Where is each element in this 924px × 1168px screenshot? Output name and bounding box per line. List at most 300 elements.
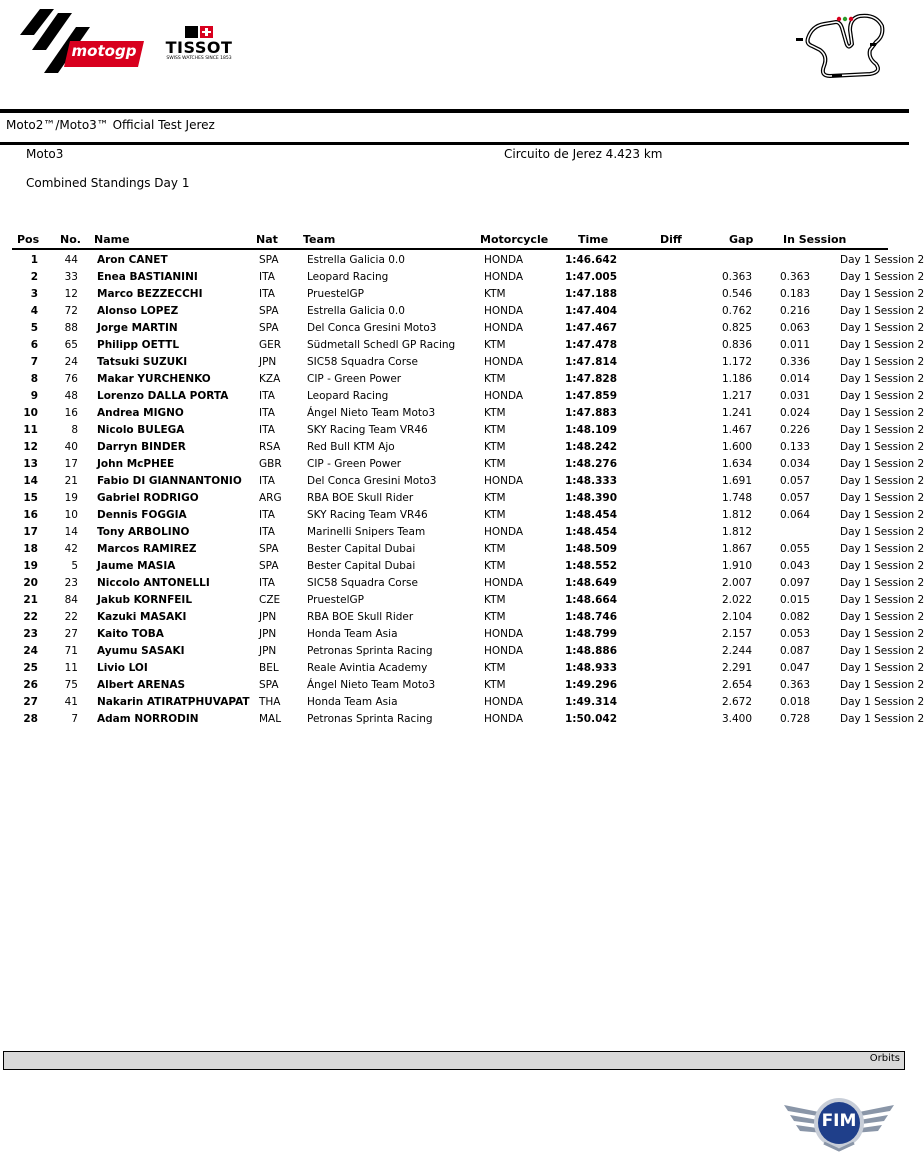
nationality-cell: ITA [259,508,275,521]
spacer-cell [810,489,840,506]
rider-name-cell: Lorenzo DALLA PORTA [97,389,229,402]
number-cell: 11 [64,661,78,674]
team-cell: Petronas Sprinta Racing [307,644,433,657]
table-row [0,710,890,727]
tissot-wordmark: TISSOT [165,38,233,57]
nationality-cell: BEL [259,661,279,674]
col-header-in-session: In Session [783,233,847,246]
motorcycle-cell: KTM [484,610,506,623]
lap-time-cell: 1:47.478 [565,338,618,351]
spacer-cell [78,336,97,353]
number-cell: 42 [64,542,78,555]
gap-cell: 0.226 [779,423,810,436]
position-cell: 14 [23,474,38,487]
team-cell: Reale Avintia Academy [307,661,428,674]
spacer-cell [810,319,840,336]
table-row [0,557,890,574]
spacer-cell [78,268,97,285]
table-row [0,489,890,506]
spacer-cell [78,591,97,608]
number-cell: 8 [71,423,78,436]
lap-time-cell: 1:48.746 [565,610,618,623]
rider-name-cell: Jaume MASIA [97,559,176,572]
position-cell: 2 [30,270,38,283]
table-row [0,353,890,370]
session-cell: Day 1 Session 2 [840,338,924,351]
col-header-name: Name [94,233,130,246]
gap-cell: 0.064 [779,508,810,521]
diff-cell: 1.910 [721,559,752,572]
gap-cell: 0.057 [779,474,810,487]
spacer-cell [78,472,97,489]
number-cell: 14 [64,525,78,538]
spacer-cell [810,523,840,540]
spacer-cell [810,421,840,438]
position-cell: 1 [30,253,38,266]
motorcycle-cell: HONDA [484,270,524,283]
number-cell: 19 [64,491,78,504]
gap-cell [752,523,810,540]
team-cell: Leopard Racing [307,389,389,402]
gap-cell: 0.363 [779,270,810,283]
session-cell: Day 1 Session 2 [840,593,924,606]
col-header-gap: Gap [729,233,754,246]
spacer-cell [78,710,97,727]
nationality-cell: SPA [259,678,279,691]
diff-cell: 2.104 [721,610,752,623]
spacer-cell [810,251,840,268]
spacer-cell [78,676,97,693]
spacer-cell [78,404,97,421]
lap-time-cell: 1:46.642 [565,253,618,266]
team-cell: CIP - Green Power [307,457,402,470]
position-cell: 15 [23,491,38,504]
lap-time-cell: 1:48.454 [565,508,618,521]
col-header-time: Time [578,233,609,246]
diff-cell: 2.654 [721,678,752,691]
spacer-cell [810,591,840,608]
spacer-cell [78,251,97,268]
position-cell: 19 [23,559,38,572]
spacer-cell [810,268,840,285]
position-cell: 5 [30,321,38,334]
rider-name-cell: Albert ARENAS [97,678,186,691]
nationality-cell: SPA [259,304,279,317]
number-cell: 7 [71,712,78,725]
table-row [0,693,890,710]
table-row [0,676,890,693]
motorcycle-cell: HONDA [484,389,524,402]
nationality-cell: ITA [259,474,275,487]
spacer-cell [78,659,97,676]
motorcycle-cell: KTM [484,372,506,385]
table-row [0,625,890,642]
rider-name-cell: Enea BASTIANINI [97,270,198,283]
session-cell: Day 1 Session 2 [840,372,924,385]
gap-cell: 0.034 [779,457,810,470]
tissot-t-mark [185,26,198,38]
motogp-logo-text: motogp [71,42,137,60]
spacer-cell [810,387,840,404]
circuit-label: Circuito de Jerez 4.423 km [504,147,663,161]
spacer-cell [810,676,840,693]
spacer-cell [810,710,840,727]
lap-time-cell: 1:48.552 [565,559,618,572]
motorcycle-cell: HONDA [484,304,524,317]
motorcycle-cell: KTM [484,678,506,691]
rider-name-cell: Makar YURCHENKO [97,372,211,385]
col-header-team: Team [303,233,336,246]
lap-time-cell: 1:47.005 [565,270,618,283]
lap-time-cell: 1:48.276 [565,457,618,470]
session-cell: Day 1 Session 2 [840,389,924,402]
position-cell: 12 [23,440,38,453]
lap-time-cell: 1:47.828 [565,372,618,385]
motorcycle-cell: KTM [484,338,506,351]
spacer-cell [78,608,97,625]
team-cell: Ángel Nieto Team Moto3 [307,406,436,419]
spacer-cell [810,625,840,642]
table-row [0,251,890,268]
position-cell: 18 [23,542,38,555]
motogp-logo [14,5,146,77]
position-cell: 26 [23,678,38,691]
motorcycle-cell: KTM [484,457,506,470]
gap-cell: 0.363 [779,678,810,691]
session-cell: Day 1 Session 2 [840,661,924,674]
session-cell: Day 1 Session 2 [840,678,924,691]
table-row [0,387,890,404]
position-cell: 4 [30,304,38,317]
diff-cell: 0.363 [721,270,752,283]
table-row [0,506,890,523]
diff-cell: 2.672 [721,695,752,708]
lap-time-cell: 1:48.886 [565,644,618,657]
team-cell: SIC58 Squadra Corse [307,355,418,368]
col-header-no: No. [60,233,81,246]
rider-name-cell: Adam NORRODIN [97,712,199,725]
nationality-cell: ARG [259,491,282,504]
position-cell: 17 [23,525,38,538]
lap-time-cell: 1:48.109 [565,423,618,436]
diff-cell: 1.634 [721,457,752,470]
number-cell: 16 [64,406,78,419]
session-cell: Day 1 Session 2 [840,440,924,453]
category-label: Moto3 [26,147,64,161]
diff-cell [659,251,752,268]
spacer-cell [78,642,97,659]
circuit-map-icon [790,8,888,80]
nationality-cell: ITA [259,270,275,283]
gap-cell: 0.031 [779,389,810,402]
results-table [0,251,924,727]
nationality-cell: SPA [259,559,279,572]
session-cell: Day 1 Session 2 [840,491,924,504]
spacer-cell [78,302,97,319]
lap-time-cell: 1:47.883 [565,406,618,419]
table-row [0,421,890,438]
rider-name-cell: Marco BEZZECCHI [97,287,203,300]
table-row [0,540,890,557]
motorcycle-cell: KTM [484,440,506,453]
position-cell: 27 [23,695,38,708]
gap-cell: 0.043 [779,559,810,572]
nationality-cell: ITA [259,389,275,402]
position-cell: 23 [23,627,38,640]
number-cell: 10 [64,508,78,521]
spacer-cell [810,659,840,676]
spacer-cell [78,540,97,557]
session-cell: Day 1 Session 2 [840,576,924,589]
spacer-cell [810,404,840,421]
spacer-cell [78,574,97,591]
gap-cell: 0.216 [779,304,810,317]
gap-cell: 0.015 [779,593,810,606]
diff-cell: 0.546 [721,287,752,300]
lap-time-cell: 1:48.664 [565,593,618,606]
number-cell: 27 [64,627,78,640]
gap-cell: 0.183 [779,287,810,300]
nationality-cell: THA [259,695,281,708]
session-cell: Day 1 Session 2 [840,695,924,708]
rider-name-cell: Jakub KORNFEIL [97,593,193,606]
lap-time-cell: 1:48.649 [565,576,618,589]
position-cell: 28 [23,712,38,725]
nationality-cell: SPA [259,321,279,334]
number-cell: 71 [64,644,78,657]
lap-time-cell: 1:48.242 [565,440,618,453]
rider-name-cell: Philipp OETTL [97,338,180,351]
nationality-cell: JPN [259,627,277,640]
table-row [0,455,890,472]
rider-name-cell: Livio LOI [97,661,148,674]
spacer-cell [810,336,840,353]
spacer-cell [810,693,840,710]
lap-time-cell: 1:47.859 [565,389,618,402]
motorcycle-cell: KTM [484,508,506,521]
number-cell: 5 [71,559,78,572]
session-cell: Day 1 Session 2 [840,406,924,419]
rider-name-cell: Andrea MIGNO [97,406,184,419]
number-cell: 48 [64,389,78,402]
gap-cell: 0.057 [779,491,810,504]
spacer-cell [810,608,840,625]
number-cell: 84 [64,593,78,606]
gap-cell: 0.097 [779,576,810,589]
motorcycle-cell: KTM [484,287,506,300]
team-cell: SIC58 Squadra Corse [307,576,418,589]
table-row [0,268,890,285]
position-cell: 10 [23,406,38,419]
team-cell: CIP - Green Power [307,372,402,385]
nationality-cell: MAL [259,712,282,725]
team-cell: Marinelli Snipers Team [307,525,426,538]
spacer-cell [810,540,840,557]
session-cell: Day 1 Session 2 [840,559,924,572]
lap-time-cell: 1:47.404 [565,304,618,317]
spacer-cell [78,353,97,370]
number-cell: 75 [64,678,78,691]
nationality-cell: ITA [259,576,275,589]
rider-name-cell: Niccolo ANTONELLI [97,576,210,589]
spacer-cell [810,506,840,523]
lap-time-cell: 1:47.814 [565,355,618,368]
lap-time-cell: 1:48.390 [565,491,618,504]
diff-cell: 1.812 [721,508,752,521]
motorcycle-cell: HONDA [484,474,524,487]
table-row [0,642,890,659]
diff-cell: 1.241 [721,406,752,419]
event-title: Moto2™/Moto3™ Official Test Jerez [6,118,215,132]
diff-cell: 2.022 [721,593,752,606]
gap-cell: 0.014 [779,372,810,385]
table-row [0,608,890,625]
table-row [0,659,890,676]
nationality-cell: JPN [259,355,277,368]
motorcycle-cell: KTM [484,406,506,419]
nationality-cell: JPN [259,610,277,623]
rider-name-cell: Gabriel RODRIGO [97,491,199,504]
spacer-cell [810,438,840,455]
team-cell: Petronas Sprinta Racing [307,712,433,725]
number-cell: 41 [64,695,78,708]
table-row [0,523,890,540]
gap-cell: 0.018 [779,695,810,708]
position-cell: 21 [23,593,38,606]
rider-name-cell: Alonso LOPEZ [97,304,179,317]
rider-name-cell: Jorge MARTIN [97,321,178,334]
team-cell: Del Conca Gresini Moto3 [307,321,437,334]
nationality-cell: ITA [259,287,275,300]
motorcycle-cell: KTM [484,661,506,674]
team-cell: Honda Team Asia [307,695,398,708]
motorcycle-cell: KTM [484,542,506,555]
results-body [0,251,924,727]
team-cell: Südmetall Schedl GP Racing [307,338,456,351]
col-header-diff: Diff [660,233,682,246]
gap-cell: 0.087 [779,644,810,657]
position-cell: 3 [30,287,38,300]
session-cell: Day 1 Session 2 [840,610,924,623]
number-cell: 22 [64,610,78,623]
rider-name-cell: Marcos RAMIREZ [97,542,197,555]
table-row [0,472,890,489]
session-label: Combined Standings Day 1 [26,176,190,190]
spacer-cell [78,557,97,574]
gap-cell: 0.728 [779,712,810,725]
lap-time-cell: 1:48.333 [565,474,618,487]
tissot-tagline: SWISS WATCHES SINCE 1853 [166,56,232,61]
motorcycle-cell: HONDA [484,321,524,334]
gap-cell: 0.336 [779,355,810,368]
position-cell: 11 [23,423,38,436]
team-cell: Ángel Nieto Team Moto3 [307,678,436,691]
diff-cell: 2.157 [721,627,752,640]
diff-cell: 1.812 [721,525,752,538]
lap-time-cell: 1:47.188 [565,287,618,300]
session-cell: Day 1 Session 2 [840,474,924,487]
spacer-cell [810,302,840,319]
position-cell: 9 [30,389,38,402]
session-cell: Day 1 Session 2 [840,525,924,538]
diff-cell: 1.217 [721,389,752,402]
nationality-cell: JPN [259,644,277,657]
gap-cell: 0.011 [779,338,810,351]
team-cell: RBA BOE Skull Rider [307,491,414,504]
gap-cell: 0.053 [779,627,810,640]
motorcycle-cell: KTM [484,491,506,504]
spacer-cell [810,642,840,659]
diff-cell: 1.867 [721,542,752,555]
session-cell: Day 1 Session 2 [840,355,924,368]
lap-time-cell: 1:47.467 [565,321,618,334]
position-cell: 7 [30,355,38,368]
nationality-cell: GBR [259,457,282,470]
number-cell: 24 [64,355,78,368]
number-cell: 65 [64,338,78,351]
diff-cell: 2.291 [721,661,752,674]
tissot-logo [158,26,240,64]
table-row [0,438,890,455]
session-cell: Day 1 Session 2 [840,270,924,283]
session-cell: Day 1 Session 2 [840,644,924,657]
spacer-cell [78,693,97,710]
table-row [0,285,890,302]
number-cell: 44 [64,253,78,266]
diff-cell: 0.762 [721,304,752,317]
motorcycle-cell: HONDA [484,576,524,589]
swiss-cross-icon [200,26,213,38]
motorcycle-cell: HONDA [484,627,524,640]
table-row [0,404,890,421]
rider-name-cell: Tony ARBOLINO [97,525,190,538]
diff-cell: 3.400 [721,712,752,725]
position-cell: 25 [23,661,38,674]
table-row [0,574,890,591]
diff-cell: 1.186 [721,372,752,385]
spacer-cell [810,557,840,574]
spacer-cell [78,319,97,336]
session-cell: Day 1 Session 2 [840,542,924,555]
position-cell: 20 [23,576,38,589]
col-header-pos: Pos [17,233,40,246]
gap-cell: 0.063 [779,321,810,334]
rider-name-cell: Nakarin ATIRATPHUVAPAT [97,695,250,708]
nationality-cell: SPA [259,542,279,555]
nationality-cell: ITA [259,525,275,538]
nationality-cell: GER [259,338,282,351]
spacer-cell [78,387,97,404]
team-cell: Honda Team Asia [307,627,398,640]
session-cell: Day 1 Session 2 [840,304,924,317]
session-cell: Day 1 Session 2 [840,423,924,436]
spacer-cell [78,523,97,540]
table-row [0,319,890,336]
session-cell: Day 1 Session 2 [840,627,924,640]
team-cell: Estrella Galicia 0.0 [307,253,405,266]
col-header-motorcycle: Motorcycle [480,233,549,246]
table-row [0,336,890,353]
lap-time-cell: 1:49.314 [565,695,618,708]
motorcycle-cell: HONDA [484,712,524,725]
lap-time-cell: 1:49.296 [565,678,618,691]
spacer-cell [810,285,840,302]
diff-cell: 2.007 [721,576,752,589]
rider-name-cell: Darryn BINDER [97,440,186,453]
diff-cell: 0.825 [721,321,752,334]
gap-cell: 0.047 [779,661,810,674]
number-cell: 12 [64,287,78,300]
